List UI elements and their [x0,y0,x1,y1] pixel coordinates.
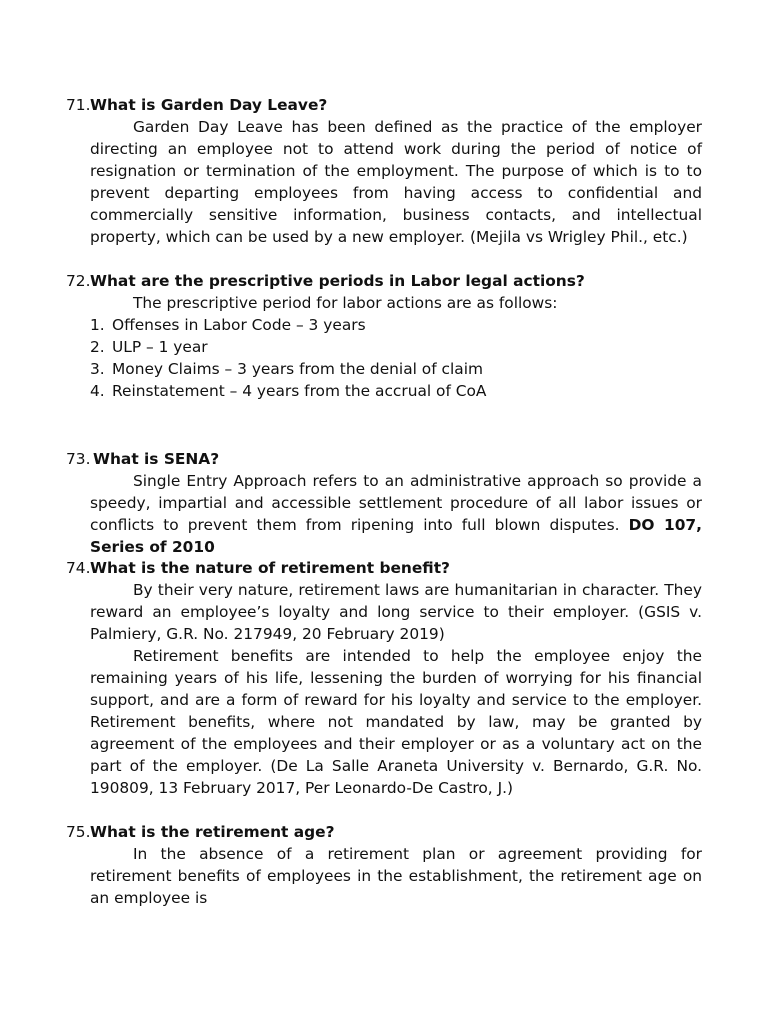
question-heading: What are the prescriptive periods in Labor legal actions? [90,272,585,290]
answer-body [90,116,702,248]
list-item: 2. ULP – 1 year [90,338,208,356]
answer-body [90,470,702,558]
item-number: 75. [66,823,91,841]
answer-paragraph: In the absence of a retirement plan or agreement providing for retirement benefits of employees in the establishment, the retirement age on an employee is [90,845,702,907]
question-heading: What is the nature of retirement benefit? [90,559,450,577]
answer-body [90,292,702,402]
list-item: 3. Money Claims – 3 years from the denial of claim [90,360,483,378]
answer-paragraph: Retirement benefits are intended to help the employee enjoy the remaining years of his life, lessening the burden of worrying for his financial support, and are a form of reward for his loyalty and service to the employer. Retirement benefits, where not mandated by law, may be granted by agreement of the employees and their employer or as a voluntary act on the part of the employer. (De La Salle Araneta University v. Bernardo, G.R. No. 190809, 13 February 2017, Per Leonardo-De Castro, J.) [90,647,702,797]
answer-paragraph: Single Entry Approach refers to an administrative approach so provide a speedy, impartial and accessible settlement procedure of all labor issues or conflicts to prevent them from ripening into full blown disputes. DO 107, Series of 2010 [90,472,702,556]
citation: DO 107, Series of 2010 [90,516,702,556]
question-heading: What is SENA? [93,450,220,468]
list-item: 4. Reinstatement – 4 years from the accrual of CoA [90,382,487,400]
item-number: 71. [66,96,91,114]
answer-intro: The prescriptive period for labor actions are as follows: [133,294,558,312]
list-item: 1. Offenses in Labor Code – 3 years [90,316,366,334]
answer-paragraph: Garden Day Leave has been defined as the practice of the employer directing an employee not to attend work during the period of notice of resignation or termination of the employment. The purpose of which is to to prevent departing employees from having access to confidential and commercially sensitive information, business contacts, and intellectual property, which can be used by a new employer. (Mejila vs Wrigley Phil., etc.) [90,118,702,246]
answer-body [90,579,702,799]
question-heading: What is the retirement age? [90,823,335,841]
answer-body [90,843,702,909]
item-number: 74. [66,559,91,577]
prescriptive-period-list [90,314,702,402]
answer-paragraph: By their very nature, retirement laws are humanitarian in character. They reward an employee’s loyalty and long service to their employer. (GSIS v. Palmiery, G.R. No. 217949, 20 February 2019) [90,581,702,643]
item-number: 73. [66,450,91,468]
question-heading: What is Garden Day Leave? [90,96,328,114]
item-number: 72. [66,272,91,290]
